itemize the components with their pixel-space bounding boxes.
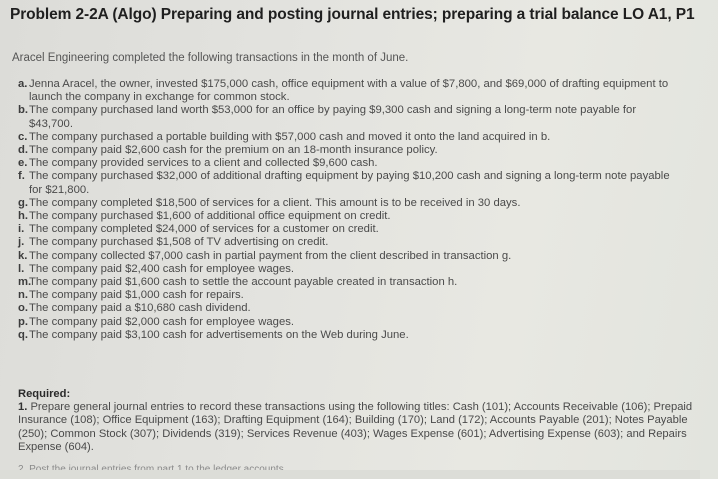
problem-title: Problem 2-2A (Algo) Preparing and posting journal entries; preparing a trial balance LO A1, P1: [10, 6, 695, 23]
transaction-d: d. The company paid $2,600 cash for the premium on an 18-month insurance policy.: [18, 144, 438, 157]
transaction-q: q. The company paid $3,100 cash for advertisements on the Web during June.: [18, 328, 409, 341]
transaction-letter: h.: [18, 210, 29, 223]
transaction-c: c. The company purchased a portable building with $57,000 cash and moved it onto the land acquired in b.: [18, 130, 551, 143]
transaction-letter: a.: [18, 78, 28, 90]
problem-intro: Aracel Engineering completed the following transactions in the month of June.: [12, 52, 409, 64]
transaction-k: k. The company collected $7,000 cash in partial payment from the client described in transaction g.: [18, 249, 512, 262]
transaction-letter: f.: [18, 170, 25, 183]
transaction-o: o. The company paid a $10,680 cash dividend.: [18, 302, 251, 315]
required-item-1-line-2: Insurance (108); Office Equipment (163); Drafting Equipment (164); Building (170); Land (172); Accounts Payable (201); Notes Payable: [18, 414, 688, 427]
transaction-f: f. The company purchased $32,000 of additional drafting equipment by paying $10,200 cash and signing a long-term note payable for $21,800.: [18, 170, 670, 196]
transaction-h: h. The company purchased $1,600 of additional office equipment on credit.: [18, 210, 391, 223]
transaction-letter: i.: [18, 223, 25, 236]
transaction-m: m. The company paid $1,600 cash to settle the account payable created in transaction h.: [18, 276, 458, 289]
required-item-1-line-4: Expense (604).: [18, 440, 94, 453]
transaction-j: j. The company purchased $1,508 of TV advertising on credit.: [18, 236, 329, 249]
transaction-letter: q.: [18, 328, 29, 341]
required-item-number: 1.: [18, 401, 28, 414]
transaction-e: e. The company provided services to a client and collected $9,600 cash.: [18, 157, 378, 170]
required-heading: Required:: [18, 388, 71, 400]
transaction-letter: c.: [18, 130, 28, 143]
transaction-letter: m.: [18, 276, 32, 289]
transaction-i: i. The company completed $24,000 of services for a customer on credit.: [18, 223, 379, 236]
transaction-p: p. The company paid $2,000 cash for employee wages.: [18, 315, 295, 328]
transaction-letter: n.: [18, 289, 29, 302]
transaction-n: n. The company paid $1,000 cash for repairs.: [18, 289, 244, 302]
transaction-letter: k.: [18, 249, 28, 262]
transaction-letter: d.: [18, 144, 29, 157]
transaction-l: l. The company paid $2,400 cash for employee wages.: [18, 262, 295, 275]
transaction-a: a. Jenna Aracel, the owner, invested $175,000 cash, office equipment with a value of $7,800, and $69,000 of drafting equipment to launch the company in exchange for common stock.: [18, 78, 669, 104]
transaction-list: [18, 78, 718, 342]
transaction-letter: e.: [18, 157, 28, 170]
transaction-letter: j.: [18, 236, 25, 249]
bottom-edge: [0, 470, 700, 479]
transaction-letter: p.: [18, 315, 29, 328]
required-item-1: 1. Prepare general journal entries to record these transactions using the following titles: Cash (101); Accounts Receivable (106); Prepaid: [18, 401, 693, 414]
required-section: [18, 388, 708, 454]
transaction-letter: o.: [18, 302, 29, 315]
required-item-1-line-3: (250); Common Stock (307); Dividends (319); Services Revenue (403); Wages Expense (601); Advertising Expense (603); and Repairs: [18, 427, 687, 440]
transaction-letter: g.: [18, 196, 29, 209]
transaction-letter: b.: [18, 104, 29, 117]
transaction-g: g. The company completed $18,500 of services for a client. This amount is to be received in 30 days.: [18, 196, 521, 209]
transaction-b: b. The company purchased land worth $53,000 for an office by paying $9,300 cash and signing a long-term note payable for $43,700.: [18, 104, 637, 130]
transaction-letter: l.: [18, 262, 25, 275]
